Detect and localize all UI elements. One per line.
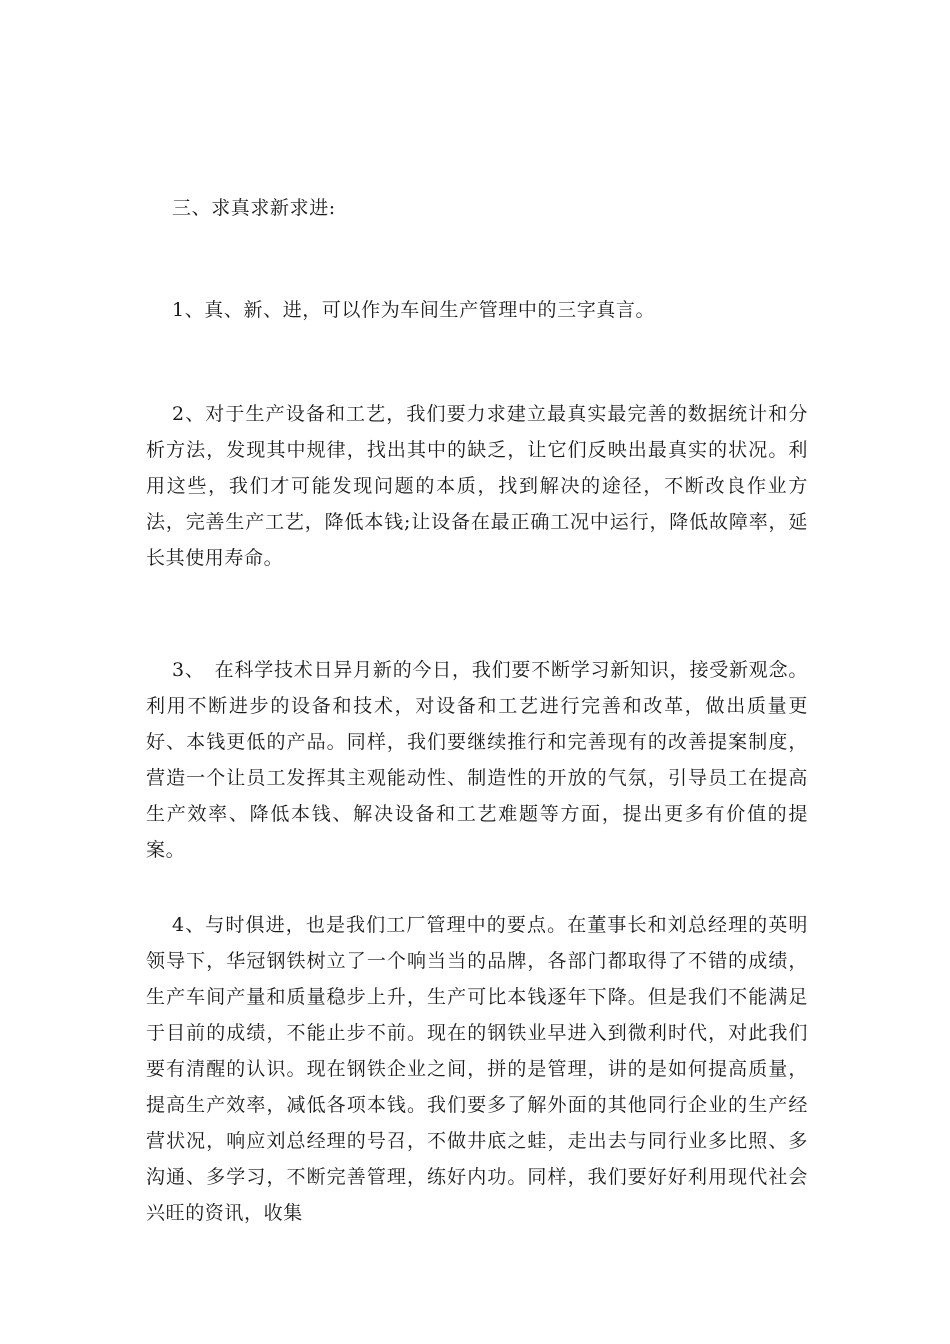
section-heading: 三、求真求新求进: <box>172 197 336 219</box>
paragraph-1: 1、真、新、进，可以作为车间生产管理中的三字真言。 <box>172 299 656 321</box>
paragraph-3-number: 3、 <box>172 659 205 681</box>
paragraph-3-text: 在科学技术日异月新的今日，我们要不断学习新知识，接受新观念。利用不断进步的设备和技术，对设备和工艺进行完善和改革，做出质量更好、本钱更低的产品。同样，我们要继续推行和完善现有的改善提案制度，营造一个让员工发挥其主观能动性、制造性的开放的气氛，引导员工在提高生产效率、降低本钱、解决设备和工艺难题等方面，提出更多有价值的提案。 <box>146 659 808 861</box>
paragraph-2: 2、对于生产设备和工艺，我们要力求建立最真实最完善的数据统计和分析方法，发现其中规律，找出其中的缺乏，让它们反映出最真实的状况。利用这些，我们才可能发现问题的本质，找到解决的途径，不断改良作业方法，完善生产工艺，降低本钱;让设备在最正确工况中运行，降低故障率，延长其使用寿命。 <box>146 403 808 569</box>
paragraph-3 <box>146 652 808 868</box>
paragraph-4: 4、与时俱进，也是我们工厂管理中的要点。在董事长和刘总经理的英明领导下，华冠钢铁树立了一个响当当的品牌，各部门都取得了不错的成绩，生产车间产量和质量稳步上升，生产可比本钱逐年下降。但是我们不能满足于目前的成绩，不能止步不前。现在的钢铁业早进入到微利时代，对此我们要有清醒的认识。现在钢铁企业之间，拼的是管理，讲的是如何提高质量，提高生产效率，减低各项本钱。我们要多了解外面的其他同行企业的生产经营状况，响应刘总经理的号召，不做井底之蛙，走出去与同行业多比照、多沟通、多学习，不断完善管理，练好内功。同样，我们要好好利用现代社会兴旺的资讯，收集 <box>146 914 808 1224</box>
